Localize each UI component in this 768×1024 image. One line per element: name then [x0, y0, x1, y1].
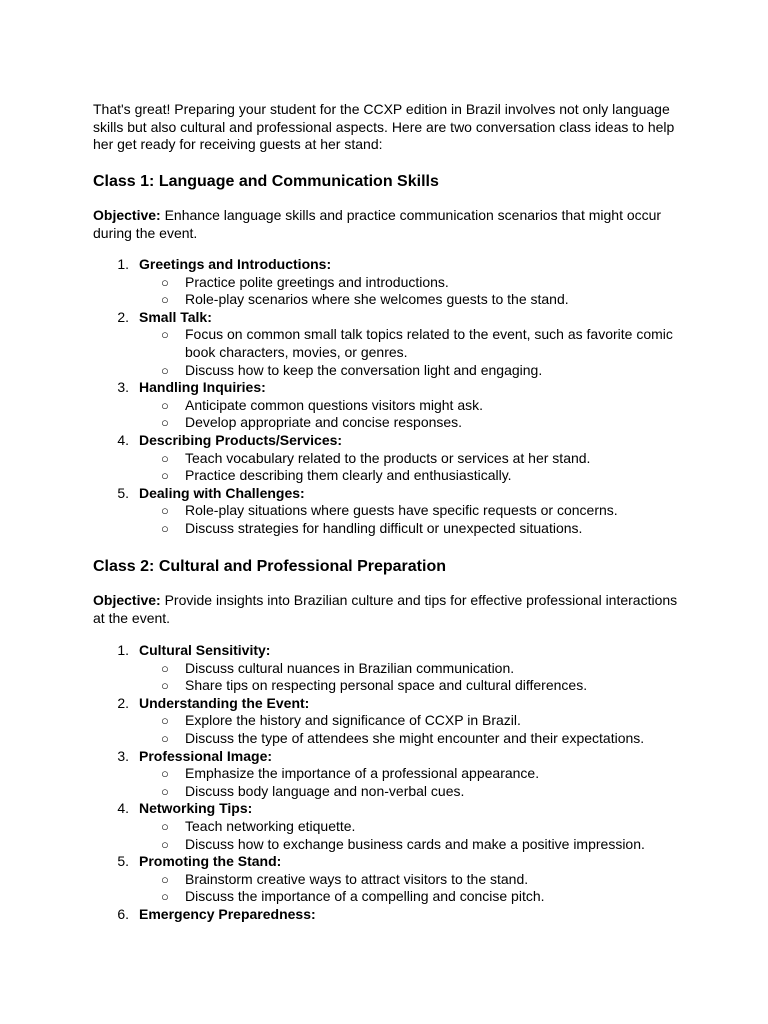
- bullet-text: Brainstorm creative ways to attract visitors to the stand.: [185, 870, 529, 887]
- class2-objective: [93, 592, 683, 627]
- hollow-circle-bullet-icon: ○: [161, 450, 169, 466]
- bullet-text: Practice polite greetings and introductions.: [185, 273, 449, 290]
- topic-number: 4.: [117, 431, 129, 448]
- bullet-text: Share tips on respecting personal space and cultural differences.: [185, 677, 588, 694]
- class2-objective-label: Objective:: [93, 592, 161, 608]
- bullet-text: Anticipate common questions visitors might ask.: [185, 396, 484, 413]
- bullet-item: [139, 520, 683, 538]
- hollow-circle-bullet-icon: ○: [161, 468, 169, 484]
- hollow-circle-bullet-icon: ○: [161, 274, 169, 290]
- class1-objective-text: Enhance language skills and practice communication scenarios that might occur during the event.: [93, 207, 662, 241]
- topic-label: Dealing with Challenges:: [139, 484, 305, 501]
- class1-objective-label: Objective:: [93, 207, 161, 223]
- bullet-list: [139, 871, 683, 906]
- topic-number: 4.: [117, 800, 129, 817]
- bullet-item: [139, 660, 683, 678]
- topic-label: Emergency Preparedness:: [139, 905, 316, 922]
- topic-number: 5.: [117, 484, 129, 501]
- bullet-text: Teach networking etiquette.: [185, 817, 356, 834]
- topic-item: [93, 432, 683, 485]
- class2-topic-list: [93, 642, 683, 924]
- bullet-item: [139, 677, 683, 695]
- bullet-item: [139, 291, 683, 309]
- bullet-item: [139, 836, 683, 854]
- bullet-list: [139, 712, 683, 747]
- topic-label: Handling Inquiries:: [139, 379, 266, 396]
- bullet-item: [139, 888, 683, 906]
- hollow-circle-bullet-icon: ○: [161, 766, 169, 782]
- topic-number: 3.: [117, 747, 129, 764]
- bullet-item: [139, 818, 683, 836]
- topic-label: Greetings and Introductions:: [139, 256, 332, 272]
- bullet-item: [139, 730, 683, 748]
- topic-item: [93, 256, 683, 309]
- bullet-text: Emphasize the importance of a professional appearance.: [185, 765, 540, 782]
- bullet-item: [139, 712, 683, 730]
- topic-number: 1.: [117, 642, 129, 658]
- hollow-circle-bullet-icon: ○: [161, 327, 169, 343]
- hollow-circle-bullet-icon: ○: [161, 503, 169, 519]
- topic-number: 3.: [117, 379, 129, 396]
- topic-number: 2.: [117, 694, 129, 711]
- topic-item: [93, 379, 683, 432]
- topic-item: [93, 309, 683, 379]
- class2-objective-text: Provide insights into Brazilian culture and tips for effective professional interactions at the event.: [93, 592, 678, 626]
- hollow-circle-bullet-icon: ○: [161, 783, 169, 799]
- topic-label: Understanding the Event:: [139, 694, 310, 711]
- hollow-circle-bullet-icon: ○: [161, 520, 169, 536]
- hollow-circle-bullet-icon: ○: [161, 292, 169, 308]
- topic-number: 2.: [117, 308, 129, 325]
- bullet-text: Role-play scenarios where she welcomes guests to the stand.: [185, 291, 569, 308]
- topic-label: Cultural Sensitivity:: [139, 642, 271, 658]
- bullet-text: Discuss body language and non-verbal cues.: [185, 782, 465, 799]
- hollow-circle-bullet-icon: ○: [161, 730, 169, 746]
- topic-item: [93, 642, 683, 695]
- bullet-item: [139, 414, 683, 432]
- bullet-list: [139, 450, 683, 485]
- class1-topic-list: [93, 256, 683, 538]
- topic-item: [93, 800, 683, 853]
- bullet-item: [139, 326, 683, 361]
- bullet-text: Focus on common small talk topics related to the event, such as favorite comic book characters, movies, or genres.: [185, 326, 673, 360]
- bullet-text: Discuss how to keep the conversation light and engaging.: [185, 361, 543, 378]
- bullet-item: [139, 783, 683, 801]
- hollow-circle-bullet-icon: ○: [161, 362, 169, 378]
- bullet-text: Teach vocabulary related to the products or services at her stand.: [185, 449, 591, 466]
- hollow-circle-bullet-icon: ○: [161, 397, 169, 413]
- topic-item: [93, 695, 683, 748]
- class2-heading: Class 2: Cultural and Professional Preparation: [93, 558, 446, 575]
- hollow-circle-bullet-icon: ○: [161, 660, 169, 676]
- bullet-text: Explore the history and significance of CCXP in Brazil.: [185, 712, 521, 729]
- bullet-text: Discuss how to exchange business cards and make a positive impression.: [185, 835, 645, 852]
- bullet-text: Develop appropriate and concise responses.: [185, 414, 463, 431]
- bullet-text: Discuss the importance of a compelling and concise pitch.: [185, 888, 545, 905]
- bullet-item: [139, 274, 683, 292]
- bullet-item: [139, 502, 683, 520]
- hollow-circle-bullet-icon: ○: [161, 836, 169, 852]
- bullet-item: [139, 397, 683, 415]
- topic-item: [93, 485, 683, 538]
- topic-item: [93, 906, 683, 924]
- bullet-list: [139, 397, 683, 432]
- hollow-circle-bullet-icon: ○: [161, 889, 169, 905]
- bullet-item: [139, 765, 683, 783]
- bullet-item: [139, 450, 683, 468]
- topic-number: 6.: [117, 905, 129, 922]
- hollow-circle-bullet-icon: ○: [161, 713, 169, 729]
- hollow-circle-bullet-icon: ○: [161, 678, 169, 694]
- topic-label: Networking Tips:: [139, 800, 253, 817]
- intro-paragraph: That's great! Preparing your student for the CCXP edition in Brazil involves not only language skills but also cultural and professional aspects. Here are two conversation class ideas to help her get ready for receiving guests at her stand:: [93, 101, 675, 153]
- bullet-text: Role-play situations where guests have specific requests or concerns.: [185, 502, 618, 519]
- bullet-text: Discuss cultural nuances in Brazilian communication.: [185, 659, 515, 676]
- bullet-text: Practice describing them clearly and enthusiastically.: [185, 467, 512, 484]
- bullet-list: [139, 502, 683, 537]
- bullet-item: [139, 467, 683, 485]
- topic-label: Promoting the Stand:: [139, 853, 282, 870]
- class1-heading: Class 1: Language and Communication Skills: [93, 173, 439, 190]
- topic-item: [93, 853, 683, 906]
- topic-label: Small Talk:: [139, 308, 212, 325]
- bullet-list: [139, 818, 683, 853]
- bullet-text: Discuss strategies for handling difficult or unexpected situations.: [185, 519, 583, 536]
- bullet-item: [139, 871, 683, 889]
- topic-item: [93, 748, 683, 801]
- bullet-text: Discuss the type of attendees she might encounter and their expectations.: [185, 729, 645, 746]
- topic-label: Describing Products/Services:: [139, 431, 343, 448]
- topic-number: 1.: [117, 256, 129, 272]
- topic-label: Professional Image:: [139, 747, 273, 764]
- bullet-list: [139, 274, 683, 309]
- bullet-list: [139, 765, 683, 800]
- hollow-circle-bullet-icon: ○: [161, 871, 169, 887]
- bullet-item: [139, 362, 683, 380]
- bullet-list: [139, 326, 683, 379]
- hollow-circle-bullet-icon: ○: [161, 415, 169, 431]
- bullet-list: [139, 660, 683, 695]
- class1-objective: [93, 207, 683, 242]
- topic-number: 5.: [117, 853, 129, 870]
- hollow-circle-bullet-icon: ○: [161, 818, 169, 834]
